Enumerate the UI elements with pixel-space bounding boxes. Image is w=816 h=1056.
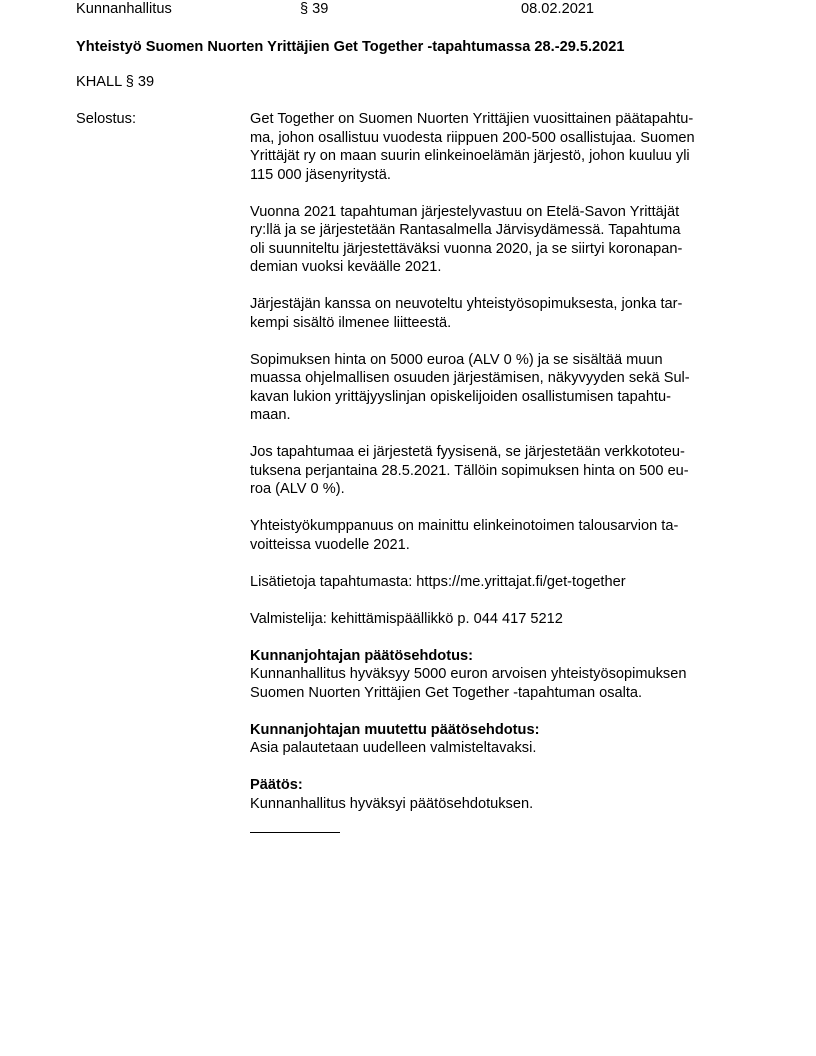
paragraph-line: tuksena perjantaina 28.5.2021. Tällöin sopimuksen hinta on 500 eu-: [250, 462, 689, 479]
paragraph-line: ma, johon osallistuu vuodesta riippuen 200-500 osallistujaa. Suomen: [250, 129, 695, 146]
explanation-paragraph: [250, 610, 750, 629]
paragraph-line: kempi sisältö ilmenee liitteestä.: [250, 314, 452, 331]
paragraph-line: Get Together on Suomen Nuorten Yrittäjien vuosittainen päätapahtu-: [250, 111, 694, 127]
paragraph-line: Valmistelija: kehittämispäällikkö p. 044 417 5212: [250, 610, 563, 627]
explanation-paragraphs: [250, 110, 750, 628]
document-header: [0, 0, 816, 20]
paragraph-line: 115 000 jäsenyritystä.: [250, 166, 391, 183]
proposal-line: Suomen Nuorten Yrittäjien Get Together -tapahtuman osalta.: [250, 684, 643, 701]
decision-line: Kunnanhallitus hyväksyi päätösehdotuksen.: [250, 795, 534, 812]
paragraph-line: demian vuoksi keväälle 2021.: [250, 259, 442, 275]
document-content: [250, 110, 750, 833]
explanation-paragraph: [250, 443, 750, 499]
explanation-paragraph: [250, 517, 750, 554]
header-date: 08.02.2021: [521, 1, 595, 17]
header-section-number: § 39: [300, 1, 329, 17]
proposal-heading: Kunnanjohtajan päätösehdotus:: [250, 647, 473, 664]
explanation-paragraph: [250, 351, 750, 425]
proposal-line: Kunnanhallitus hyväksyy 5000 euron arvoisen yhteistyösopimuksen: [250, 666, 687, 682]
amended-proposal-heading: Kunnanjohtajan muutettu päätösehdotus:: [250, 721, 540, 738]
document-title: Yhteistyö Suomen Nuorten Yrittäjien Get Together -tapahtumassa 28.-29.5.2021: [76, 39, 625, 55]
paragraph-line: Yrittäjät ry on maan suurin elinkeinoelämän järjestö, johon kuuluu yli: [250, 148, 690, 164]
explanation-paragraph: [250, 573, 750, 592]
signature-line: [250, 832, 340, 833]
paragraph-line: oli suunniteltu järjestettäväksi vuonna 2020, ja se siirtyi koronapan-: [250, 240, 683, 257]
paragraph-line: Sopimuksen hinta on 5000 euroa (ALV 0 %) ja se sisältää muun: [250, 351, 663, 368]
amended-proposal-block: [250, 721, 750, 758]
paragraph-line: Lisätietoja tapahtumasta: https://me.yrittajat.fi/get-together: [250, 573, 626, 590]
reference-number: KHALL § 39: [76, 74, 155, 90]
decision-block: [250, 776, 750, 813]
amended-proposal-line: Asia palautetaan uudelleen valmisteltavaksi.: [250, 740, 537, 756]
explanation-paragraph: [250, 203, 750, 277]
explanation-paragraph: [250, 295, 750, 332]
paragraph-line: Jos tapahtumaa ei järjestetä fyysisenä, se järjestetään verkkototeu-: [250, 444, 685, 460]
explanation-label: Selostus:: [76, 111, 137, 127]
header-body-name: Kunnanhallitus: [76, 1, 172, 17]
paragraph-line: voitteissa vuodelle 2021.: [250, 536, 410, 553]
proposal-block: [250, 647, 750, 703]
paragraph-line: Yhteistyökumppanuus on mainittu elinkeinotoimen talousarvion ta-: [250, 518, 679, 534]
paragraph-line: roa (ALV 0 %).: [250, 481, 345, 497]
paragraph-line: muassa ohjelmallisen osuuden järjestämisen, näkyvyyden sekä Sul-: [250, 370, 690, 386]
decision-heading: Päätös:: [250, 777, 303, 793]
paragraph-line: ry:llä ja se järjestetään Rantasalmella Järvisydämessä. Tapahtuma: [250, 222, 681, 238]
paragraph-line: Järjestäjän kanssa on neuvoteltu yhteistyösopimuksesta, jonka tar-: [250, 296, 683, 312]
paragraph-line: kavan lukion yrittäjyyslinjan opiskelijoiden osallistumisen tapahtu-: [250, 388, 672, 405]
explanation-paragraph: [250, 110, 750, 184]
paragraph-line: Vuonna 2021 tapahtuman järjestelyvastuu on Etelä-Savon Yrittäjät: [250, 203, 680, 220]
paragraph-line: maan.: [250, 407, 291, 423]
